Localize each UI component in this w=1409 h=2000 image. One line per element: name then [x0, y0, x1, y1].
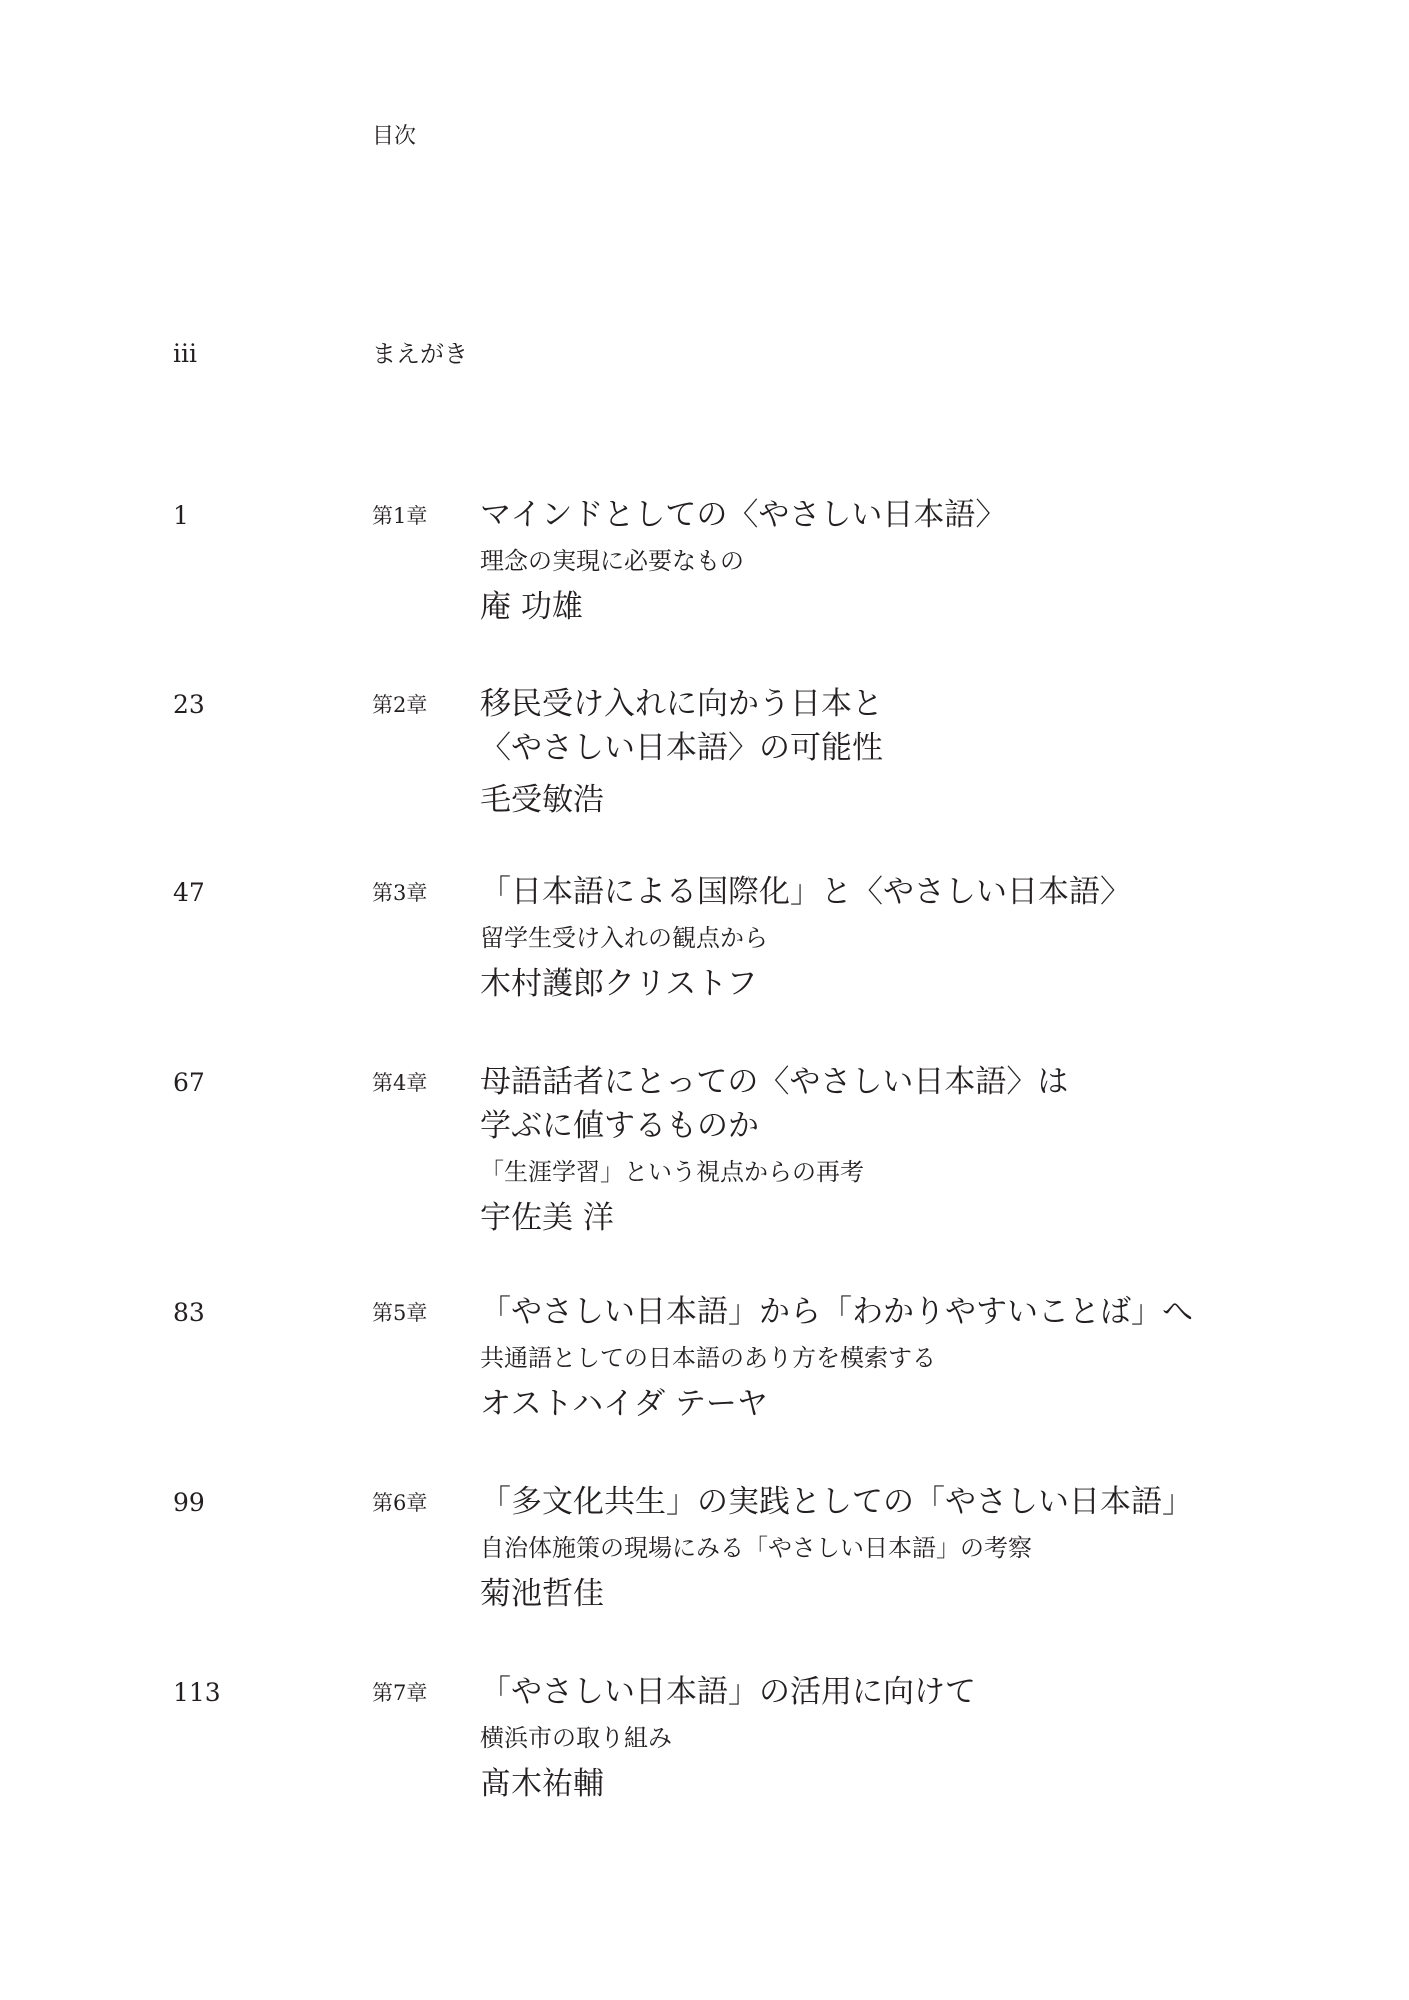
chapter-number: 第1章	[372, 504, 428, 528]
chapter-author: 髙木祐輔	[480, 1766, 604, 1802]
chapter-subtitle: 横浜市の取り組み	[480, 1724, 672, 1752]
chapter-title[interactable]: 「やさしい日本語」の活用に向けて	[480, 1674, 976, 1710]
chapter-subtitle: 「生涯学習」という視点からの再考	[480, 1158, 864, 1186]
chapter-subtitle: 自治体施策の現場にみる「やさしい日本語」の考察	[480, 1534, 1032, 1562]
chapter-details	[480, 870, 1280, 1006]
chapter-title[interactable]: 「日本語による国際化」と〈やさしい日本語〉	[480, 874, 1131, 910]
page-title: 目次	[372, 124, 417, 149]
chapter-details	[480, 682, 1280, 822]
chapter-number: 第5章	[372, 1301, 428, 1325]
chapter-number: 第6章	[372, 1491, 428, 1515]
page-number: iii	[173, 339, 197, 368]
chapter-title[interactable]: 移民受け入れに向かう日本と 〈やさしい日本語〉の可能性	[480, 686, 883, 766]
page-number: 23	[173, 690, 205, 719]
chapter-details	[480, 1670, 1280, 1806]
chapter-subtitle: 留学生受け入れの観点から	[480, 924, 768, 952]
chapter-author: 菊池哲佳	[480, 1576, 604, 1612]
chapter-title[interactable]: 母語話者にとっての〈やさしい日本語〉は 学ぶに値するものか	[480, 1064, 1069, 1144]
chapter-number: 第2章	[372, 693, 428, 717]
chapter-author: 毛受敏浩	[480, 782, 604, 818]
entry-title[interactable]: まえがき	[372, 340, 468, 368]
page-number: 83	[173, 1298, 205, 1327]
chapter-number: 第3章	[372, 881, 428, 905]
chapter-author: 宇佐美 洋	[480, 1200, 614, 1236]
page-number: 99	[173, 1488, 205, 1517]
chapter-title[interactable]: マインドとしての〈やさしい日本語〉	[480, 497, 1007, 533]
chapter-author: 木村護郎クリストフ	[480, 966, 758, 1002]
page-number: 113	[173, 1678, 221, 1707]
chapter-title[interactable]: 「やさしい日本語」から「わかりやすいことば」へ	[480, 1294, 1193, 1330]
chapter-subtitle: 共通語としての日本語のあり方を模索する	[480, 1344, 936, 1372]
chapter-author: 庵 功雄	[480, 589, 583, 625]
page-number: 67	[173, 1068, 205, 1097]
chapter-details	[480, 493, 1280, 629]
chapter-details	[480, 1290, 1280, 1426]
chapter-subtitle: 理念の実現に必要なもの	[480, 547, 744, 575]
chapter-details	[480, 1060, 1280, 1240]
page-number: 47	[173, 878, 205, 907]
chapter-number: 第7章	[372, 1681, 428, 1705]
chapter-details	[480, 1480, 1280, 1616]
chapter-number: 第4章	[372, 1071, 428, 1095]
page-number: 1	[173, 501, 189, 530]
chapter-author: オストハイダ テーヤ	[480, 1386, 768, 1422]
chapter-title[interactable]: 「多文化共生」の実践としての「やさしい日本語」	[480, 1484, 1193, 1520]
